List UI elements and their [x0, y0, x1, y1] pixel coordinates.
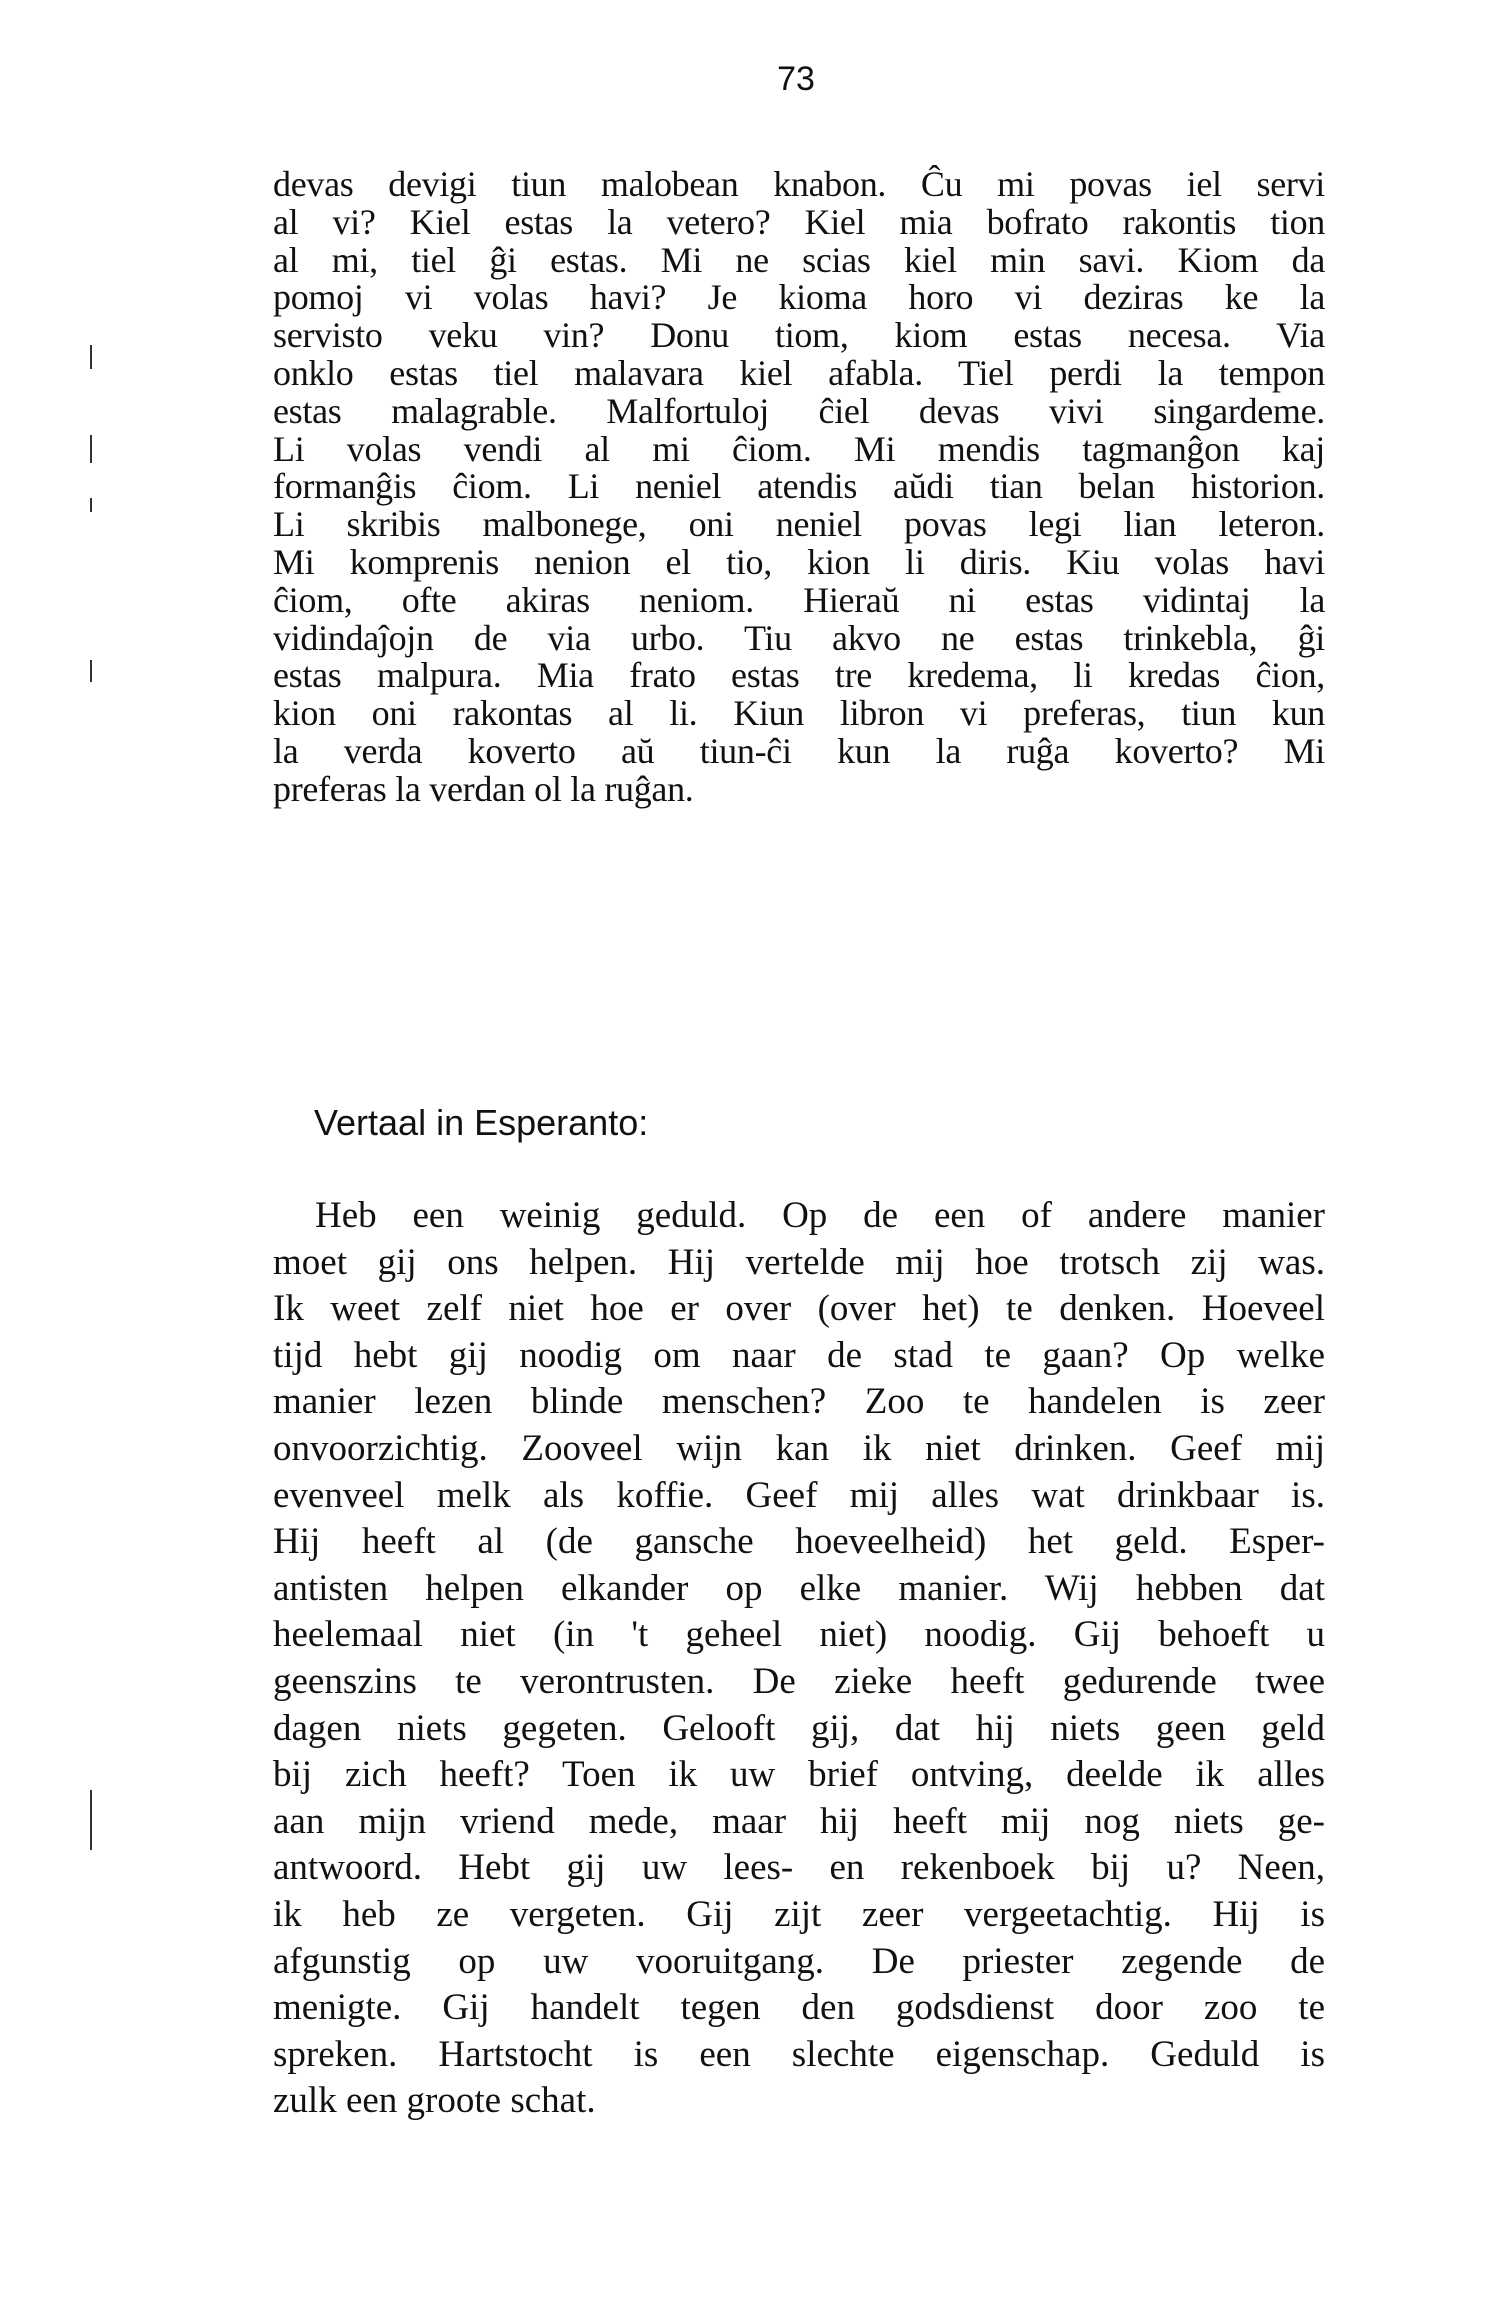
- text-line: spreken. Hartstocht is een slechte eigenschap. Geduld is: [273, 2033, 1325, 2075]
- text-line: Mi komprenis nenion el tio, kion li diris. Kiu volas havi: [273, 541, 1325, 582]
- text-line: antisten helpen elkander op elke manier. Wij hebben dat: [273, 1567, 1325, 1609]
- text-line: dagen niets gegeten. Gelooft gij, dat hij niets geen geld: [273, 1707, 1325, 1749]
- text-line: menigte. Gij handelt tegen den godsdienst door zoo te: [273, 1987, 1325, 2029]
- text-line: formanĝis ĉiom. Li neniel atendis aŭdi tian belan historion.: [273, 466, 1325, 507]
- text-line: al vi? Kiel estas la vetero? Kiel mia bofrato rakontis tion: [273, 201, 1325, 242]
- text-line: Li volas vendi al mi ĉiom. Mi mendis tagmanĝon kaj: [273, 428, 1325, 469]
- text-line: pomoj vi volas havi? Je kioma horo vi deziras ke la: [273, 277, 1325, 318]
- text-line: Li skribis malbonege, oni neniel povas legi lian leteron.: [273, 504, 1325, 545]
- text-line: ĉiom, ofte akiras neniom. Hieraŭ ni estas vidintaj la: [273, 579, 1325, 620]
- text-line: zulk een groote schat.: [273, 2080, 596, 2122]
- page-number: 73: [777, 60, 815, 98]
- text-line: Heb een weinig geduld. Op de een of andere manier: [315, 1195, 1325, 1236]
- text-line: afgunstig op uw vooruitgang. De priester zegende de: [273, 1940, 1325, 1982]
- exercise-heading: Vertaal in Esperanto:: [314, 1102, 649, 1143]
- text-line: Ik weet zelf niet hoe er over (over het) te denken. Hoeveel: [273, 1288, 1325, 1330]
- text-line: bij zich heeft? Toen ik uw brief ontving, deelde ik alles: [273, 1754, 1325, 1796]
- text-line: onvoorzichtig. Zooveel wijn kan ik niet drinken. Geef mij: [273, 1427, 1325, 1469]
- text-line: la verda koverto aŭ tiun-ĉi kun la ruĝa koverto? Mi: [273, 730, 1325, 771]
- margin-mark: [90, 1790, 92, 1850]
- margin-mark: [90, 660, 92, 682]
- margin-mark: [90, 435, 92, 463]
- esperanto-paragraph: [273, 166, 1325, 809]
- text-line: kion oni rakontas al li. Kiun libron vi preferas, tiun kun: [273, 693, 1325, 734]
- text-line: onklo estas tiel malavara kiel afabla. Tiel perdi la tempon: [273, 352, 1325, 393]
- text-line: Hij heeft al (de gansche hoeveelheid) het geld. Esper-: [273, 1521, 1325, 1563]
- dutch-paragraph: [273, 1193, 1325, 2125]
- margin-mark: [90, 345, 92, 369]
- text-line: vidindaĵojn de via urbo. Tiu akvo ne estas trinkebla, ĝi: [273, 617, 1325, 658]
- text-line: ik heb ze vergeten. Gij zijt zeer vergeetachtig. Hij is: [273, 1893, 1325, 1935]
- margin-mark: [90, 498, 92, 512]
- text-line: estas malpura. Mia frato estas tre kredema, li kredas ĉion,: [273, 655, 1325, 696]
- text-line: aan mijn vriend mede, maar hij heeft mij nog niets ge-: [273, 1800, 1325, 1842]
- text-line: devas devigi tiun malobean knabon. Ĉu mi povas iel servi: [273, 164, 1325, 204]
- text-line: evenveel melk als koffie. Geef mij alles wat drinkbaar is.: [273, 1474, 1325, 1516]
- text-line: preferas la verdan ol la ruĝan.: [273, 768, 694, 809]
- text-line: estas malagrable. Malfortuloj ĉiel devas vivi singardeme.: [273, 390, 1325, 431]
- text-line: moet gij ons helpen. Hij vertelde mij hoe trotsch zij was.: [273, 1241, 1325, 1283]
- text-line: manier lezen blinde menschen? Zoo te handelen is zeer: [273, 1381, 1325, 1423]
- text-line: heelemaal niet (in 't geheel niet) noodig. Gij behoeft u: [273, 1614, 1325, 1656]
- text-line: geenszins te verontrusten. De zieke heeft gedurende twee: [273, 1660, 1325, 1702]
- text-line: antwoord. Hebt gij uw lees- en rekenboek bij u? Neen,: [273, 1847, 1325, 1889]
- text-line: al mi, tiel ĝi estas. Mi ne scias kiel min savi. Kiom da: [273, 239, 1325, 280]
- text-line: servisto veku vin? Donu tiom, kiom estas necesa. Via: [273, 315, 1325, 356]
- text-line: tijd hebt gij noodig om naar de stad te gaan? Op welke: [273, 1334, 1325, 1376]
